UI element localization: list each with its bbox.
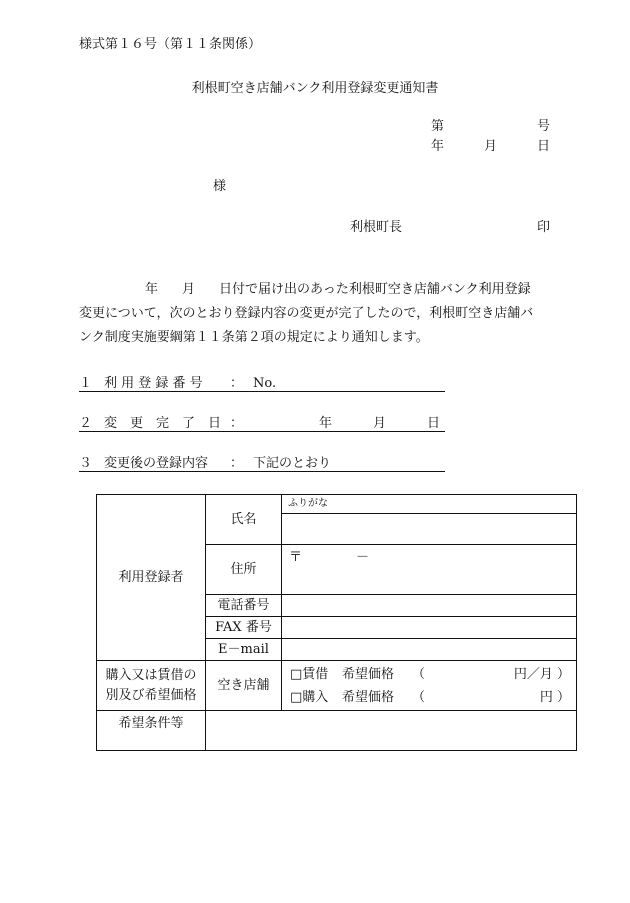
body-paragraph	[79, 278, 554, 350]
item-2-label: 変 更 完 了 日	[104, 416, 222, 431]
phone-field[interactable]	[282, 595, 577, 617]
conditions-label: 希望条件等	[97, 711, 206, 751]
date-year: 年	[431, 139, 445, 154]
registration-table	[96, 494, 577, 751]
postal-dash: －	[356, 550, 370, 565]
rent-unit: 円／月 ）	[513, 666, 570, 682]
fax-label: FAX 番号	[206, 617, 282, 639]
email-field[interactable]	[282, 639, 577, 661]
furigana-label: ふりがな	[282, 495, 577, 514]
address-field[interactable]	[282, 545, 577, 595]
body-month: 月	[182, 282, 196, 297]
sender-name: 利根町長	[350, 220, 403, 235]
body-line-1-text: 日付で届け出のあった利根町空き店舗バンク利用登録	[219, 282, 531, 297]
purchase-or-rent-label: 購入又は賃借の 別及び希望価格	[97, 661, 206, 711]
buy-checkbox[interactable]: □購入	[290, 689, 329, 705]
number-dai: 第	[431, 119, 445, 134]
body-line-1	[79, 278, 554, 302]
fax-field[interactable]	[282, 617, 577, 639]
registrant-label: 利用登録者	[97, 495, 206, 661]
body-line-2: 変更について，次のとおり登録内容の変更が完了したので，利根町空き店舗バ	[79, 306, 534, 321]
item-3-label: 変更後の登録内容	[104, 456, 209, 471]
buy-option[interactable]: □購入 希望価格 （ 円 ）	[290, 689, 570, 705]
postal-mark: 〒	[289, 550, 303, 565]
name-label: 氏名	[206, 495, 282, 545]
registration-number-value: No.	[253, 376, 277, 391]
number-go: 号	[537, 119, 551, 134]
rent-checkbox[interactable]: □賃借	[290, 666, 329, 682]
body-year: 年	[145, 282, 159, 297]
buy-unit: 円 ）	[539, 689, 570, 705]
rent-option[interactable]: □賃借 希望価格 （ 円／月 ）	[290, 666, 570, 682]
price-options	[282, 661, 577, 711]
phone-label: 電話番号	[206, 595, 282, 617]
changed-content-value: 下記のとおり	[253, 456, 332, 471]
date-day: 日	[537, 139, 551, 154]
item-1-label: 利 用 登 録 番 号	[104, 376, 203, 391]
email-label: E－mail	[206, 639, 282, 661]
name-field[interactable]	[282, 514, 577, 545]
conditions-field[interactable]	[206, 711, 577, 751]
address-label: 住所	[206, 545, 282, 595]
seal-mark: 印	[537, 220, 551, 235]
form-number: 様式第１６号（第１１条関係）	[79, 37, 262, 52]
vacant-store-label: 空き店舗	[206, 661, 282, 711]
body-line-3: ンク制度実施要綱第１１条第２項の規定により通知します。	[79, 330, 429, 345]
document-title: 利根町空き店舗バンク利用登録変更通知書	[191, 81, 439, 96]
addressee-suffix: 様	[213, 179, 227, 194]
date-month: 月	[484, 139, 498, 154]
